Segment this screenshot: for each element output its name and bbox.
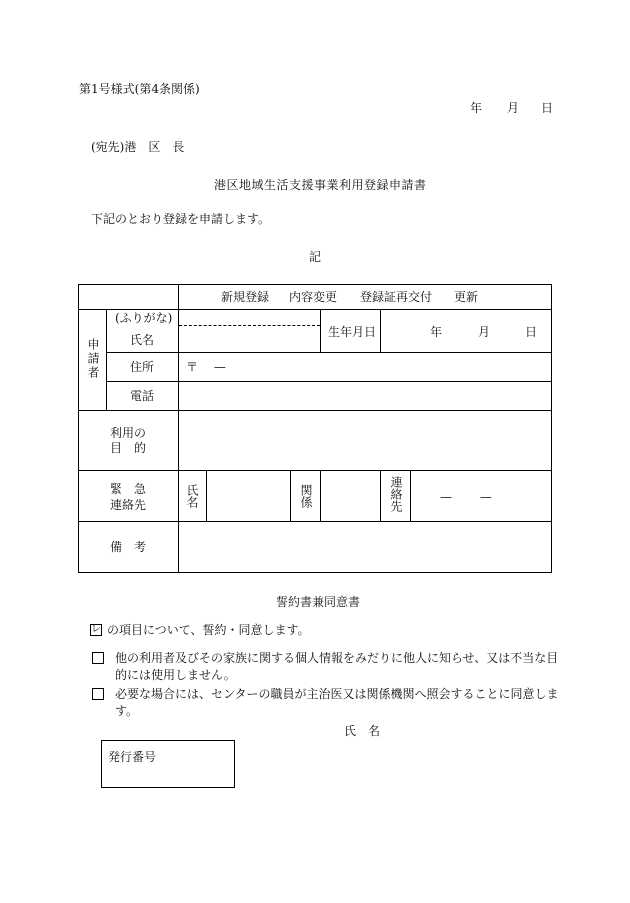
item2-line1: 必要な場合には、センターの職員が主治医又は関係機関へ照会することに同意しま [115, 687, 559, 701]
consent-lead: の項目について、誓約・同意します。 [107, 623, 310, 637]
remarks-label: 備 考 [110, 540, 147, 554]
item2-line2: す。 [115, 704, 139, 718]
consent-title: 誓約書兼同意書 [276, 595, 361, 609]
emergency-label-2: 連絡先 [110, 498, 147, 512]
signature-name-label: 氏 名 [344, 724, 381, 738]
furigana-label: (ふりがな) [115, 311, 173, 325]
item1-line1: 他の利用者及びその家族に関する個人情報をみだりに他人に知らせ、又は不当な目 [115, 651, 559, 665]
intro-text: 下記のとおり登録を申請します。 [91, 212, 271, 226]
type-renew: 更新 [454, 290, 479, 304]
date-day-label: 日 [541, 101, 554, 115]
date-year-label: 年 [470, 101, 483, 115]
issue-number-label: 発行番号 [108, 750, 157, 764]
name-label: 氏名 [130, 333, 155, 347]
purpose-label-2: 目 的 [110, 441, 147, 455]
ki-label: 記 [309, 250, 322, 264]
phone-label: 電話 [130, 389, 155, 403]
type-change: 内容変更 [289, 290, 338, 304]
form-number: 第1号様式(第4条関係) [79, 82, 200, 96]
em-relation-label: 関係 [299, 484, 313, 508]
item1-line2: 的には使用しません。 [115, 668, 236, 682]
birth-day: 日 [525, 325, 538, 339]
applicant-label: 申請者 [86, 338, 100, 380]
postal-mark: 〒 — [186, 360, 226, 374]
address-label: 住所 [130, 360, 155, 374]
birth-label: 生年月日 [328, 325, 377, 339]
type-reissue: 登録証再交付 [360, 290, 433, 304]
item1-checkbox[interactable] [92, 652, 104, 664]
page-title: 港区地域生活支援事業利用登録申請書 [214, 178, 427, 192]
emergency-label-1: 緊 急 [110, 482, 147, 496]
em-name-label: 氏名 [185, 484, 199, 508]
item2-checkbox[interactable] [92, 688, 104, 700]
check-mark-icon: レ [91, 624, 101, 635]
date-month-label: 月 [507, 101, 520, 115]
birth-year: 年 [430, 325, 443, 339]
birth-month: 月 [478, 325, 491, 339]
em-contact-label: 連絡先 [389, 476, 403, 512]
consent-checkbox[interactable] [90, 624, 102, 636]
addressee: (宛先)港 区 長 [91, 140, 185, 154]
em-phone-dashes: — — [440, 490, 492, 504]
purpose-label-1: 利用の [110, 426, 147, 440]
type-new: 新規登録 [221, 290, 270, 304]
